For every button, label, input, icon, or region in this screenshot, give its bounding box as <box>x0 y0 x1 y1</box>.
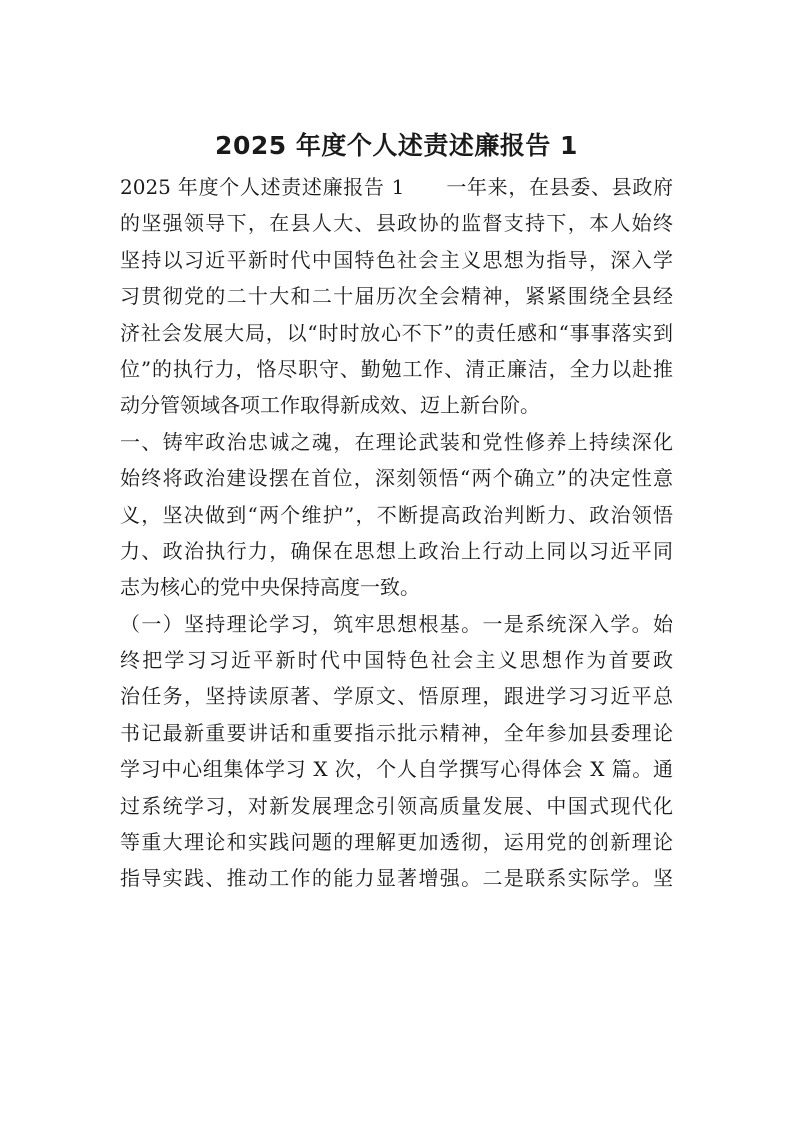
body-line: 习贯彻党的二十大和二十届历次全会精神，紧紧围绕全县经 <box>120 284 673 309</box>
body-line: 治任务，坚持读原著、学原文、悟原理，跟进学习习近平总 <box>120 684 673 709</box>
body-line: 终把学习习近平新时代中国特色社会主义思想作为首要政 <box>120 648 673 673</box>
body-line: 书记最新重要讲话和重要指示批示精神，全年参加县委理论 <box>120 720 673 745</box>
body-line: 动分管领域各项工作取得新成效、迈上新台阶。 <box>120 393 540 418</box>
body-line: 志为核心的党中央保持高度一致。 <box>120 575 420 600</box>
body-line: 学习中心组集体学习 X 次，个人自学撰写心得体会 X 篇。通 <box>120 757 673 782</box>
body-line: 济社会发展大局，以“时时放心不下”的责任感和“事事落实到 <box>120 320 673 345</box>
document-body <box>120 169 673 897</box>
body-line: 2025 年度个人述责述廉报告 1 一年来，在县委、县政府 <box>120 175 673 199</box>
body-line: 义，坚决做到“两个维护”，不断提高政治判断力、政治领悟 <box>120 502 673 527</box>
body-line: 指导实践、推动工作的能力显著增强。二是联系实际学。坚 <box>120 866 673 891</box>
section-heading: 一、铸牢政治忠诚之魂，在理论武装和党性修养上持续深化 <box>120 429 673 454</box>
document-title: 2025 年度个人述责述廉报告 1 <box>215 131 578 160</box>
body-line: 过系统学习，对新发展理念引领高质量发展、中国式现代化 <box>120 793 673 818</box>
subsection-line: （一）坚持理论学习，筑牢思想根基。一是系统深入学。始 <box>120 611 673 636</box>
body-line: 力、政治执行力，确保在思想上政治上行动上同以习近平同 <box>120 538 673 563</box>
body-line: 的坚强领导下，在县人大、县政协的监督支持下，本人始终 <box>120 211 673 236</box>
body-line: 等重大理论和实践问题的理解更加透彻，运用党的创新理论 <box>120 830 673 855</box>
body-line: 始终将政治建设摆在首位，深刻领悟“两个确立”的决定性意 <box>120 466 673 491</box>
body-line: 位”的执行力，恪尽职守、勤勉工作、清正廉洁，全力以赴推 <box>120 356 673 381</box>
body-line: 坚持以习近平新时代中国特色社会主义思想为指导，深入学 <box>120 247 673 272</box>
